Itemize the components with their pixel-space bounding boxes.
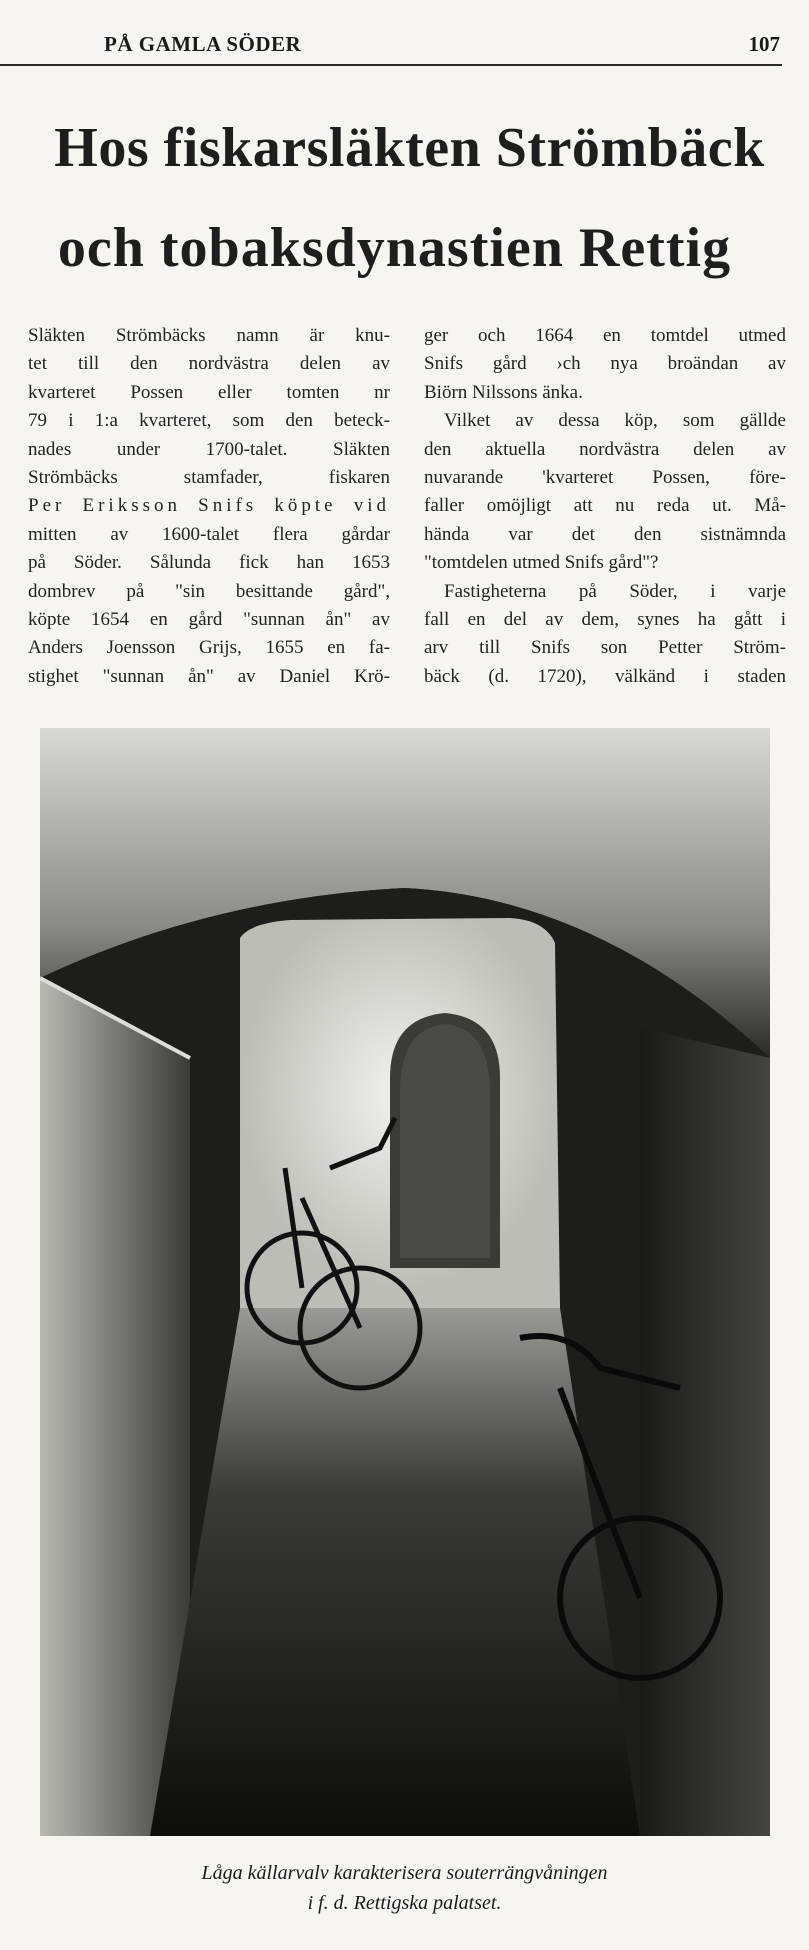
article-title-line-1: Hos fiskarsläkten Strömbäck [54,117,765,179]
text-line: hända var det den sistnämnda [424,523,786,545]
text-line: Per Eriksson Snifs köpte vid [28,495,390,517]
right-text-column [424,322,786,691]
text-line: Fastigheterna på Söder, i varje [444,580,786,602]
text-line: Snifs gård ›ch nya broändan av [424,353,786,375]
text-line: tet till den nordvästra delen av [28,353,390,375]
text-line: Biörn Nilssons änka. [424,381,583,403]
article-title [0,98,809,298]
caption-line-1: Låga källarvalv karakterisera souterrängvåningen [201,1862,608,1884]
photo-caption [0,1858,809,1918]
text-line: köpte 1654 en gård "sunnan ån" av [28,608,390,630]
page-header [0,30,782,66]
text-line: Strömbäcks stamfader, fiskaren [28,466,390,488]
text-line: dombrev på "sin besittande gård", [28,580,390,602]
page-number: 107 [748,32,780,56]
text-line: ger och 1664 en tomtdel utmed [424,325,786,346]
text-line: 79 i 1:a kvarteret, som den beteck- [28,410,390,432]
text-line: Anders Joensson Grijs, 1655 en fa- [28,637,390,659]
text-line: "tomtdelen utmed Snifs gård"? [424,552,659,574]
cellar-vault-illustration [40,728,770,1836]
running-title: PÅ GAMLA SÖDER [104,32,302,56]
text-line: stighet "sunnan ån" av Daniel Krö- [28,665,390,687]
caption-line-2: i f. d. Rettigska palatset. [307,1892,502,1914]
text-line: på Söder. Sålunda fick han 1653 [28,552,390,574]
text-line: faller omöjligt att nu reda ut. Må- [424,495,786,517]
text-line: Vilket av dessa köp, som gällde [444,410,786,432]
text-line: mitten av 1600-talet flera gårdar [28,523,390,545]
text-line: nades under 1700-talet. Släkten [28,438,390,460]
text-line: kvarteret Possen eller tomten nr [28,381,390,403]
cellar-vault-photo [40,728,770,1836]
text-line: arv till Snifs son Petter Ström- [424,637,786,659]
text-line: bäck (d. 1720), välkänd i staden [424,665,786,687]
text-line: nuvarande 'kvarteret Possen, före- [424,466,786,488]
text-line: Släkten Strömbäcks namn är knu- [28,325,390,346]
text-line: den aktuella nordvästra delen av [424,438,786,460]
text-line: fall en del av dem, synes ha gått i [424,608,786,630]
article-title-line-2: och tobaksdynastien Rettig [57,217,732,279]
left-text-column [28,322,390,691]
